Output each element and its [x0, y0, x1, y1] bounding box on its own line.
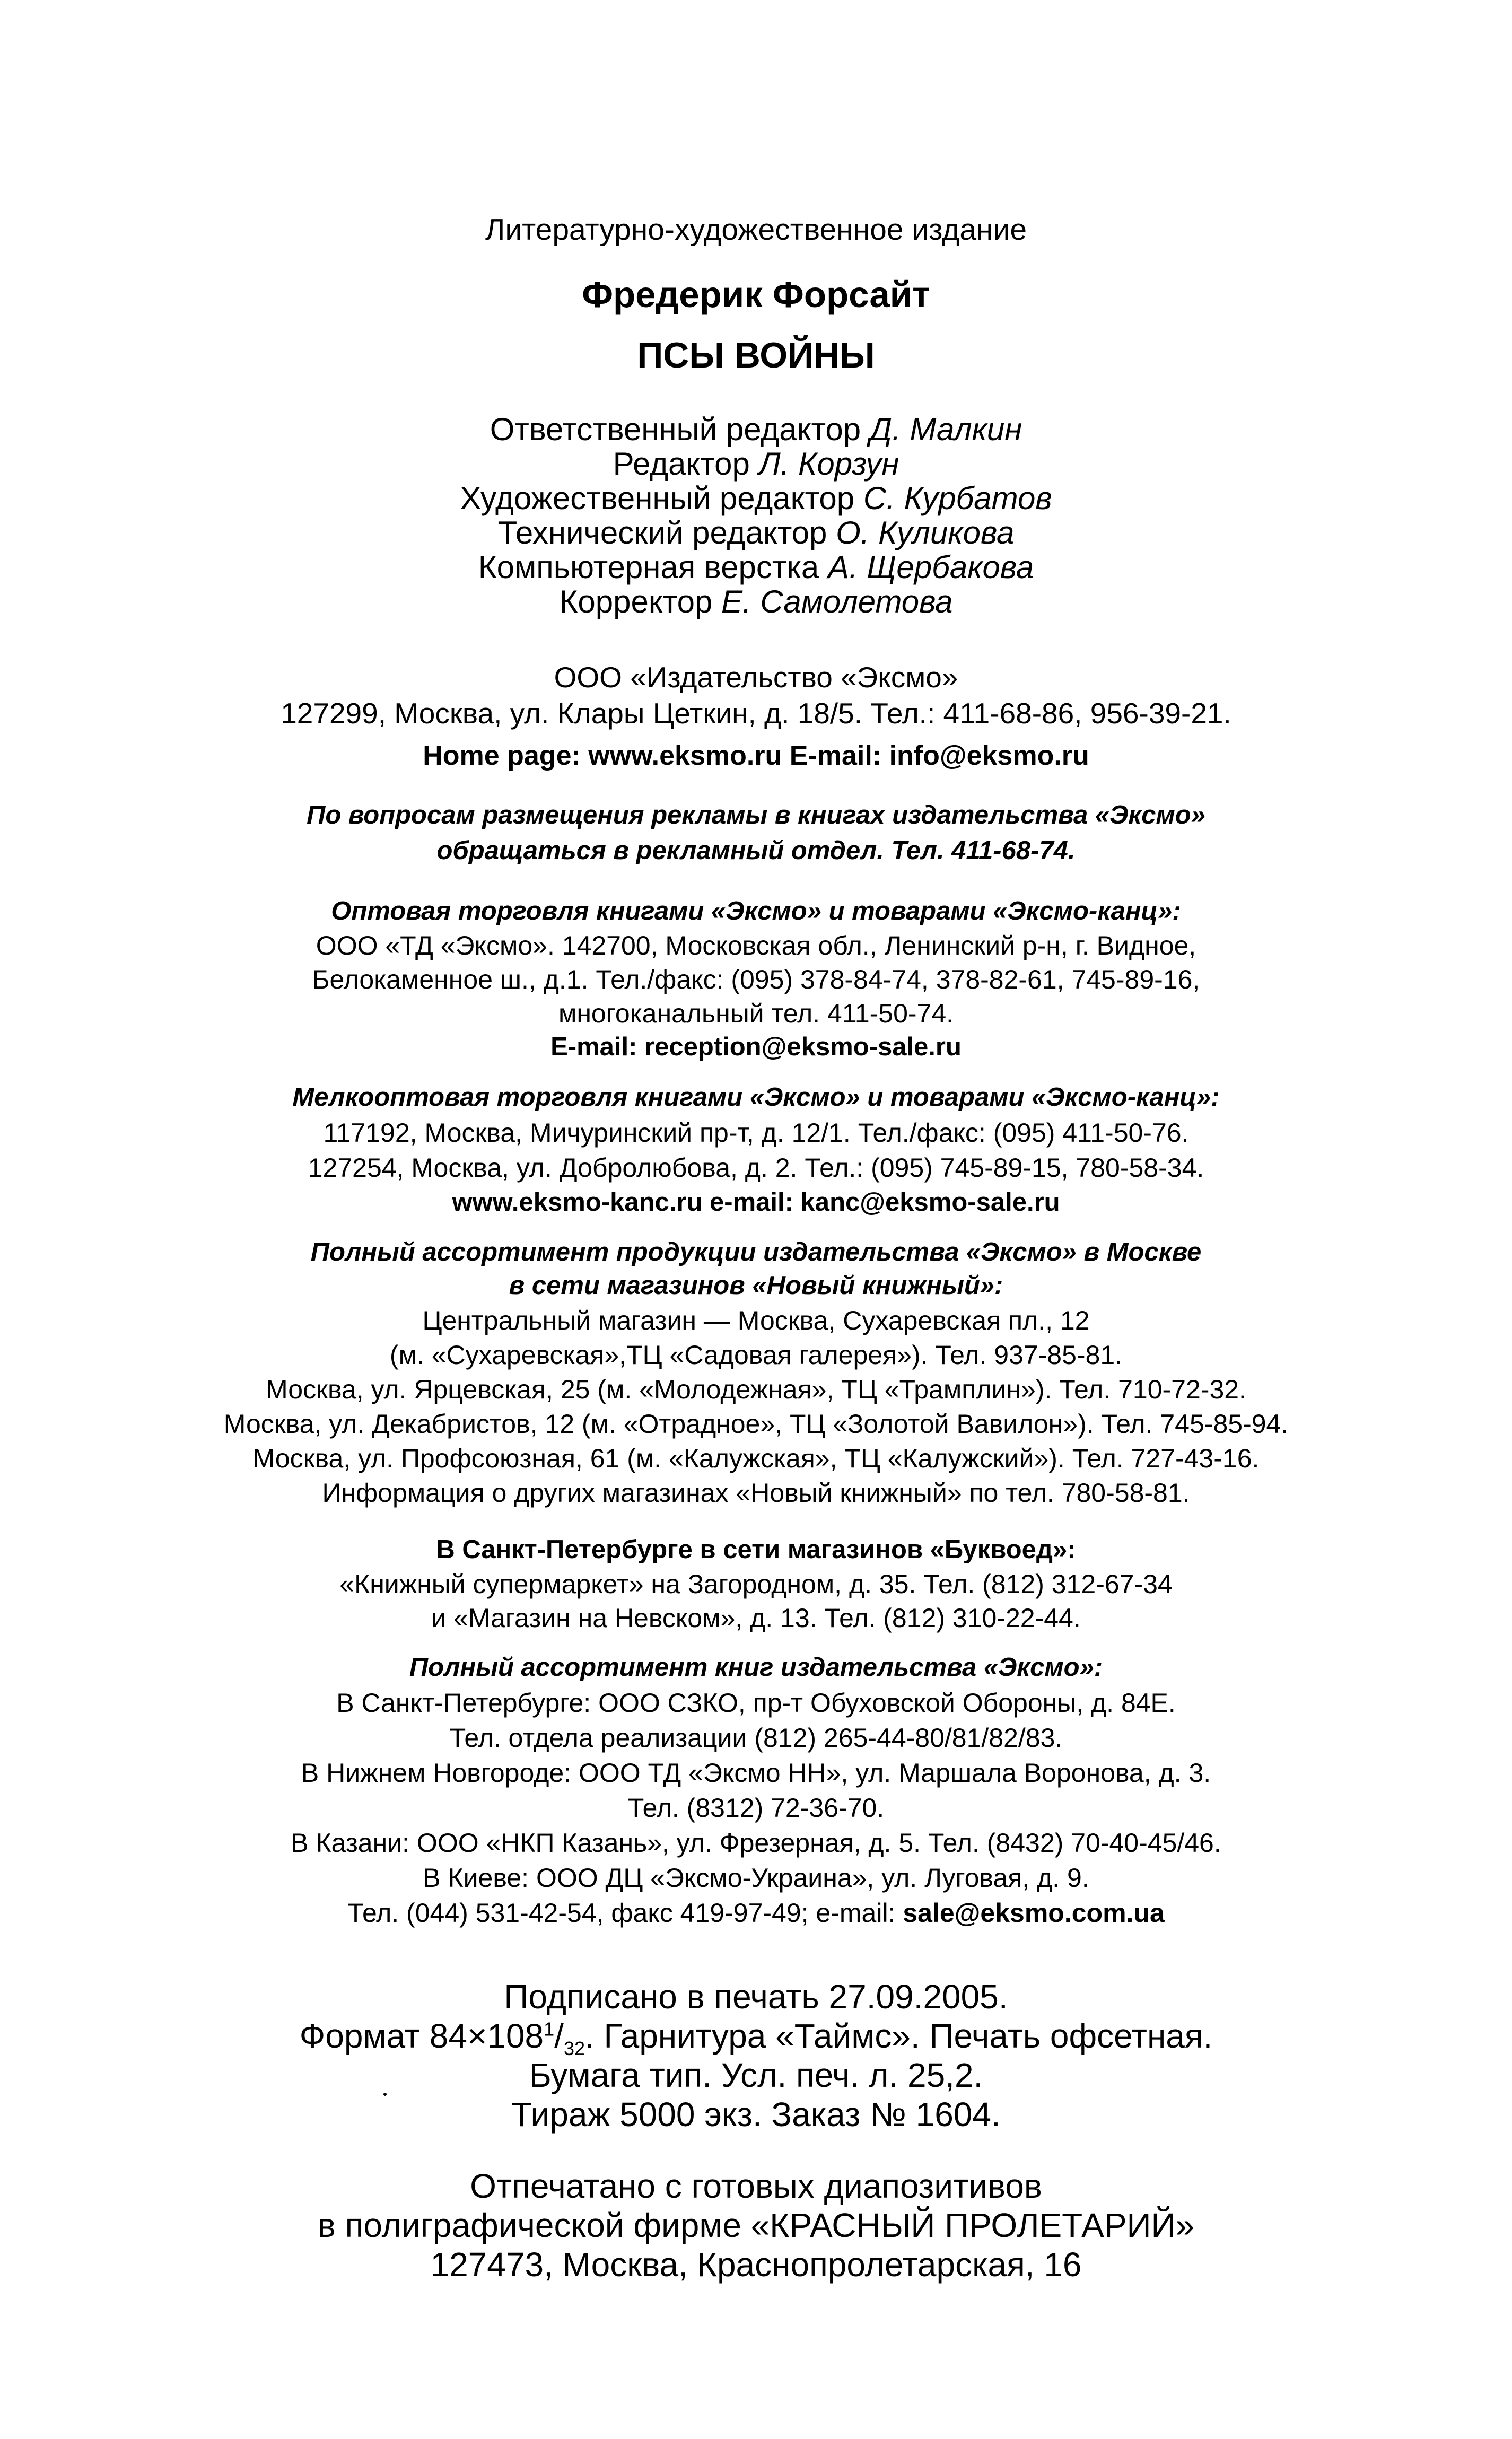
signed-date: Подписано в печать 27.09.2005.: [504, 1978, 1008, 2016]
moscow-store-line: (м. «Сухаревская»,ТЦ «Садовая галерея»). Тел. 937-85-81.: [389, 1340, 1123, 1370]
wholesale-heading: Оптовая торговля книгами «Эксмо» и товарами «Эксмо-канц»:: [331, 897, 1181, 925]
credit-line: Технический редактор О. Куликова: [497, 515, 1015, 550]
edition-type: Литературно-художественное издание: [485, 213, 1027, 247]
moscow-store-line: Москва, ул. Профсоюзная, 61 (м. «Калужская», ТЦ «Калужский»). Тел. 727-43-16.: [252, 1444, 1260, 1473]
credit-line: Компьютерная верстка А. Щербакова: [478, 549, 1034, 585]
advertising-line: обращаться в рекламный отдел. Тел. 411-68-74.: [436, 836, 1076, 865]
spb-heading: В Санкт-Петербурге в сети магазинов «Буквоед»:: [436, 1535, 1076, 1564]
moscow-heading: в сети магазинов «Новый книжный»:: [509, 1271, 1003, 1300]
moscow-heading: Полный ассортимент продукции издательства «Эксмо» в Москве: [310, 1238, 1202, 1266]
printer-line: в полиграфической фирме «КРАСНЫЙ ПРОЛЕТАРИЙ»: [317, 2206, 1195, 2244]
kiev-email: sale@eksmo.com.ua: [903, 1898, 1165, 1928]
small-wholesale-heading: Мелкооптовая торговля книгами «Эксмо» и товарами «Эксмо-канц»:: [292, 1083, 1220, 1112]
wholesale-line: Белокаменное ш., д.1. Тел./факс: (095) 378-84-74, 378-82-61, 745-89-16,: [312, 965, 1200, 994]
publisher-address: 127299, Москва, ул. Клары Цеткин, д. 18/5. Тел.: 411-68-86, 956-39-21.: [281, 697, 1231, 730]
kiev-contacts: Тел. (044) 531-42-54, факс 419-97-49; e-mail: sale@eksmo.com.ua: [347, 1898, 1165, 1928]
credit-line: Ответственный редактор Д. Малкин: [490, 412, 1022, 447]
moscow-store-line: Центральный магазин — Москва, Сухаревская пл., 12: [422, 1306, 1090, 1335]
wholesale-line: многоканальный тел. 411-50-74.: [558, 999, 954, 1028]
small-wholesale-line: 117192, Москва, Мичуринский пр-т, д. 12/1. Тел./факс: (095) 411-50-76.: [323, 1118, 1189, 1148]
regions-line: В Казани: ООО «НКП Казань», ул. Фрезерная, д. 5. Тел. (8432) 70-40-45/46.: [291, 1828, 1221, 1858]
paper-line: Бумага тип. Усл. печ. л. 25,2.: [529, 2056, 983, 2094]
moscow-store-line: Москва, ул. Декабристов, 12 (м. «Отрадное», ТЦ «Золотой Вавилон»). Тел. 745-85-94.: [223, 1409, 1289, 1439]
printer-line: Отпечатано с готовых диапозитивов: [470, 2167, 1042, 2205]
author-name: Фредерик Форсайт: [582, 274, 930, 315]
run-line: Тираж 5000 экз. Заказ № 1604.: [511, 2095, 1001, 2134]
publisher-name: ООО «Издательство «Эксмо»: [554, 661, 958, 694]
wholesale-email: E-mail: reception@eksmo-sale.ru: [550, 1033, 962, 1061]
credit-line: Корректор Е. Самолетова: [559, 584, 953, 619]
format-line: Формат $84\times 108^1/_{32}$. Гарнитура «Таймс». Печать офсетная.: [299, 2017, 1213, 2059]
print-speck: [383, 2093, 387, 2096]
book-title: ПСЫ ВОЙНЫ: [637, 335, 875, 375]
regions-line: Тел. отдела реализации (812) 265-44-80/81/82/83.: [449, 1723, 1063, 1753]
regions-line: В Нижнем Новгороде: ООО ТД «Эксмо НН», ул. Маршала Воронова, д. 3.: [301, 1758, 1211, 1788]
moscow-store-line: Информация о других магазинах «Новый книжный» по тел. 780-58-81.: [322, 1478, 1190, 1508]
credit-line: Редактор Л. Корзун: [613, 446, 899, 482]
advertising-line: По вопросам размещения рекламы в книгах издательства «Эксмо»: [307, 801, 1205, 829]
small-wholesale-line: 127254, Москва, ул. Добролюбова, д. 2. Тел.: (095) 745-89-15, 780-58-34.: [308, 1153, 1204, 1183]
publisher-web: Home page: www.eksmo.ru E-mail: info@eksmo.ru: [423, 740, 1089, 771]
small-wholesale-web: www.eksmo-kanc.ru e-mail: kanc@eksmo-sale.ru: [452, 1188, 1060, 1217]
wholesale-line: ООО «ТД «Эксмо». 142700, Московская обл., Ленинский р-н, г. Видное,: [316, 931, 1196, 960]
moscow-store-line: Москва, ул. Ярцевская, 25 (м. «Молодежная», ТЦ «Трамплин»). Тел. 710-72-32.: [266, 1375, 1246, 1404]
spb-store-line: «Книжный супермаркет» на Загородном, д. 35. Тел. (812) 312-67-34: [339, 1569, 1173, 1599]
regions-line: В Санкт-Петербурге: ООО СЗКО, пр-т Обуховской Обороны, д. 84Е.: [336, 1688, 1176, 1718]
credit-line: Художественный редактор С. Курбатов: [460, 480, 1052, 516]
regions-heading: Полный ассортимент книг издательства «Эксмо»:: [409, 1653, 1103, 1682]
regions-line: В Киеве: ООО ДЦ «Эксмо-Украина», ул. Луговая, д. 9.: [423, 1863, 1089, 1893]
regions-line: Тел. (8312) 72-36-70.: [627, 1793, 885, 1823]
spb-store-line: и «Магазин на Невском», д. 13. Тел. (812) 310-22-44.: [431, 1603, 1081, 1633]
printer-line: 127473, Москва, Краснопролетарская, 16: [430, 2245, 1082, 2284]
